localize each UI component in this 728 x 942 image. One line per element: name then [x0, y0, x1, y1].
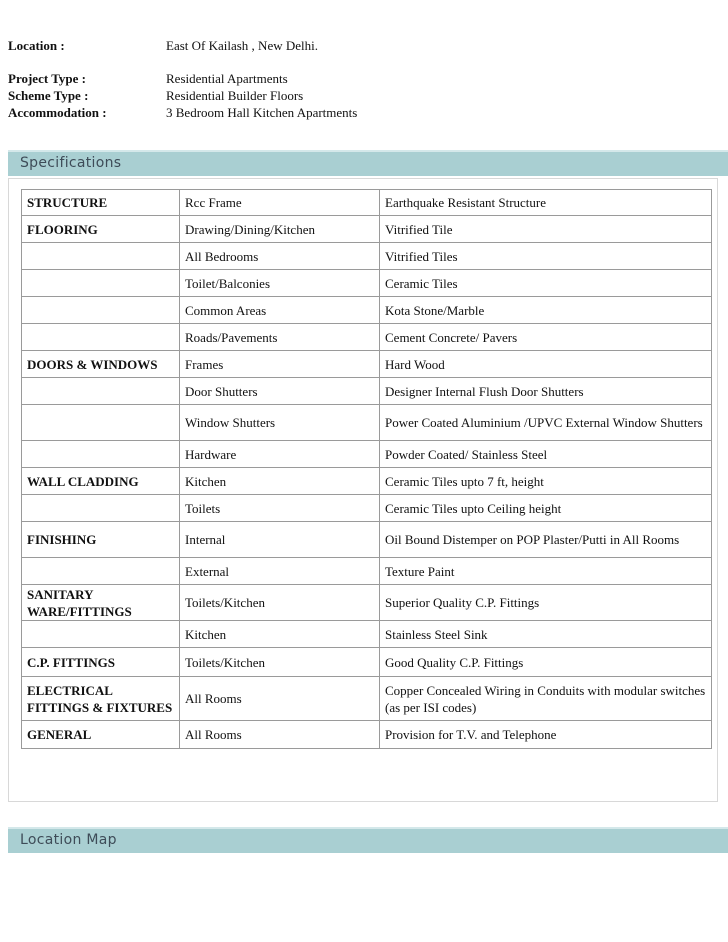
spec-detail-cell: Power Coated Aluminium /UPVC External Window Shutters [380, 405, 712, 441]
spec-row [22, 324, 712, 351]
spec-category-cell [22, 405, 180, 441]
spec-row [22, 522, 712, 558]
accommodation-value: 3 Bedroom Hall Kitchen Apartments [166, 105, 358, 120]
spec-category-cell: SANITARY WARE/FITTINGS [22, 585, 180, 621]
spec-category-cell [22, 270, 180, 297]
spec-category-cell [22, 441, 180, 468]
spec-category-cell [22, 495, 180, 522]
spec-detail-cell: Powder Coated/ Stainless Steel [380, 441, 712, 468]
spec-detail-cell: Oil Bound Distemper on POP Plaster/Putti in All Rooms [380, 522, 712, 558]
spec-item-cell: Drawing/Dining/Kitchen [180, 216, 380, 243]
spec-detail-cell: Ceramic Tiles upto Ceiling height [380, 495, 712, 522]
accommodation-label: Accommodation : [8, 105, 107, 120]
spec-category-cell [22, 378, 180, 405]
spec-row [22, 585, 712, 621]
spec-detail-cell: Ceramic Tiles [380, 270, 712, 297]
spec-category-cell [22, 558, 180, 585]
spec-row [22, 190, 712, 216]
spec-row [22, 216, 712, 243]
spec-row [22, 270, 712, 297]
spec-item-cell: Toilets/Kitchen [180, 585, 380, 621]
spec-row [22, 378, 712, 405]
spec-item-cell: All Rooms [180, 721, 380, 749]
spec-category-cell: C.P. FITTINGS [22, 648, 180, 677]
spec-row [22, 648, 712, 677]
spec-item-cell: Toilets/Kitchen [180, 648, 380, 677]
scheme-type-value: Residential Builder Floors [166, 88, 304, 103]
spec-category-cell [22, 621, 180, 648]
spec-item-cell: Frames [180, 351, 380, 378]
spec-item-cell: Toilets [180, 495, 380, 522]
location-label: Location : [8, 38, 65, 53]
spec-row [22, 351, 712, 378]
spec-detail-cell: Vitrified Tile [380, 216, 712, 243]
spec-item-cell: Rcc Frame [180, 190, 380, 216]
spec-detail-cell: Cement Concrete/ Pavers [380, 324, 712, 351]
spec-row [22, 721, 712, 749]
spec-category-cell: FINISHING [22, 522, 180, 558]
spec-row [22, 405, 712, 441]
spec-item-cell: Window Shutters [180, 405, 380, 441]
spec-detail-cell: Texture Paint [380, 558, 712, 585]
location-map-heading: Location Map [20, 832, 117, 848]
spec-row [22, 468, 712, 495]
spec-detail-cell: Hard Wood [380, 351, 712, 378]
location-value: East Of Kailash , New Delhi. [166, 38, 318, 53]
project-type-value: Residential Apartments [166, 71, 288, 86]
spec-item-cell: Internal [180, 522, 380, 558]
location-map-header [8, 827, 728, 853]
spec-row [22, 441, 712, 468]
spec-category-cell: STRUCTURE [22, 190, 180, 216]
spec-detail-cell: Provision for T.V. and Telephone [380, 721, 712, 749]
spec-item-cell: Door Shutters [180, 378, 380, 405]
spec-detail-cell: Earthquake Resistant Structure [380, 190, 712, 216]
spec-detail-cell: Designer Internal Flush Door Shutters [380, 378, 712, 405]
spec-item-cell: Toilet/Balconies [180, 270, 380, 297]
specifications-header [8, 150, 728, 176]
spec-item-cell: External [180, 558, 380, 585]
specifications-table [21, 189, 712, 749]
spec-row [22, 621, 712, 648]
spec-category-cell: WALL CLADDING [22, 468, 180, 495]
spec-item-cell: Kitchen [180, 621, 380, 648]
spec-category-cell: FLOORING [22, 216, 180, 243]
spec-category-cell: DOORS & WINDOWS [22, 351, 180, 378]
spec-category-cell: ELECTRICAL FITTINGS & FIXTURES [22, 677, 180, 721]
project-type-label: Project Type : [8, 71, 86, 86]
spec-row [22, 495, 712, 522]
spec-detail-cell: Stainless Steel Sink [380, 621, 712, 648]
spec-detail-cell: Kota Stone/Marble [380, 297, 712, 324]
spec-item-cell: Common Areas [180, 297, 380, 324]
spec-item-cell: Kitchen [180, 468, 380, 495]
spec-detail-cell: Good Quality C.P. Fittings [380, 648, 712, 677]
spec-category-cell [22, 243, 180, 270]
spec-category-cell [22, 324, 180, 351]
spec-row [22, 677, 712, 721]
spec-detail-cell: Vitrified Tiles [380, 243, 712, 270]
spec-row [22, 297, 712, 324]
spec-item-cell: All Rooms [180, 677, 380, 721]
spec-row [22, 558, 712, 585]
spec-category-cell [22, 297, 180, 324]
spec-detail-cell: Copper Concealed Wiring in Conduits with modular switches (as per ISI codes) [380, 677, 712, 721]
spec-category-cell: GENERAL [22, 721, 180, 749]
scheme-type-label: Scheme Type : [8, 88, 89, 103]
spec-item-cell: Hardware [180, 441, 380, 468]
spec-row [22, 243, 712, 270]
spec-item-cell: All Bedrooms [180, 243, 380, 270]
spec-item-cell: Roads/Pavements [180, 324, 380, 351]
spec-detail-cell: Superior Quality C.P. Fittings [380, 585, 712, 621]
spec-detail-cell: Ceramic Tiles upto 7 ft, height [380, 468, 712, 495]
specifications-heading: Specifications [20, 155, 122, 171]
